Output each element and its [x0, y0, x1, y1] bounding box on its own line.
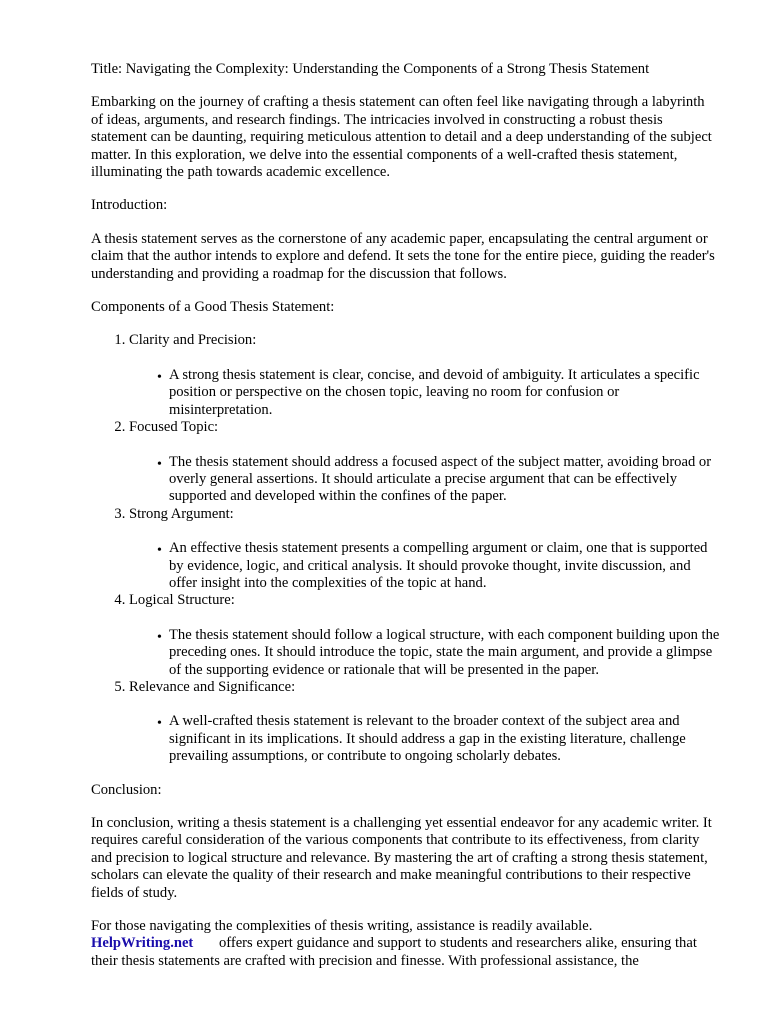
component-bullets — [129, 540, 720, 592]
component-bullets — [129, 713, 720, 765]
closing-paragraph — [91, 918, 720, 970]
component-heading: 4. Logical Structure: — [129, 592, 235, 609]
document-title: Title: Navigating the Complexity: Understanding the Components of a Strong Thesis Statement — [91, 61, 650, 77]
component-bullets — [129, 367, 720, 419]
component-bullets — [129, 454, 720, 506]
component-heading: 5. Relevance and Significance: — [129, 678, 296, 695]
closing-text-before-link: For those navigating the complexities of thesis writing, assistance is readily available. — [91, 918, 593, 935]
component-item — [129, 419, 720, 506]
component-heading: 3. Strong Argument: — [129, 505, 234, 522]
closing-text-after-link: offers expert guidance and support to students and researchers alike, ensuring that their thesis statements are crafted with precision and finesse. With professional assistance, the — [91, 935, 697, 969]
component-item — [129, 506, 720, 593]
component-bullets — [129, 627, 720, 679]
component-bullet: • The thesis statement should address a focused aspect of the subject matter, avoiding broad or overly general assertions. It should articulate a precise argument that can be effectively supported and developed within the confines of the paper. — [169, 454, 720, 506]
component-bullet: • A well-crafted thesis statement is relevant to the broader context of the subject area and significant in its implications. It should address a gap in the existing literature, challenge prevailing assumptions, or contribute to ongoing scholarly debates. — [169, 713, 720, 765]
helpwriting-link[interactable]: HelpWriting.net — [91, 935, 194, 952]
component-bullet: • The thesis statement should follow a logical structure, with each component building upon the preceding ones. It should introduce the topic, state the main argument, and provide a glimpse of the supporting evidence or rationale that will be presented in the paper. — [169, 627, 720, 679]
component-item — [129, 332, 720, 419]
components-list — [91, 332, 720, 765]
components-heading: Components of a Good Thesis Statement: — [91, 299, 335, 316]
conclusion-text: In conclusion, writing a thesis statement is a challenging yet essential endeavor for any academic writer. It requires careful consideration of the various components that contribute to its effectiveness, from clarity and precision to logical structure and relevance. By mastering the art of crafting a strong thesis statement, scholars can elevate the quality of their research and make meaningful contributions to their respective fields of study. — [91, 815, 712, 901]
intro-paragraph: Embarking on the journey of crafting a thesis statement can often feel like navigating through a labyrinth of ideas, arguments, and research findings. The intricacies involved in constructing a robust thesis statement can be daunting, requiring meticulous attention to detail and a deep understanding of the subject matter. In this exploration, we delve into the essential components of a well-crafted thesis statement, illuminating the path towards academic excellence. — [91, 94, 712, 181]
component-bullet: • An effective thesis statement presents a compelling argument or claim, one that is supported by evidence, logic, and critical analysis. It should provoke thought, invite discussion, and offer insight into the complexities of the topic at hand. — [169, 540, 720, 592]
component-bullet: • A strong thesis statement is clear, concise, and devoid of ambiguity. It articulates a specific position or perspective on the chosen topic, leaving no room for confusion or misinterpretation. — [169, 367, 720, 419]
component-item — [129, 592, 720, 679]
conclusion-heading: Conclusion: — [91, 781, 162, 798]
introduction-text: A thesis statement serves as the cornerstone of any academic paper, encapsulating the central argument or claim that the author intends to explore and defend. It sets the tone for the entire piece, guiding the reader's understanding and providing a roadmap for the discussion that follows. — [91, 230, 715, 282]
component-heading: 2. Focused Topic: — [129, 419, 219, 436]
introduction-heading: Introduction: — [91, 197, 168, 214]
component-item — [129, 679, 720, 766]
component-heading: 1. Clarity and Precision: — [129, 332, 257, 349]
